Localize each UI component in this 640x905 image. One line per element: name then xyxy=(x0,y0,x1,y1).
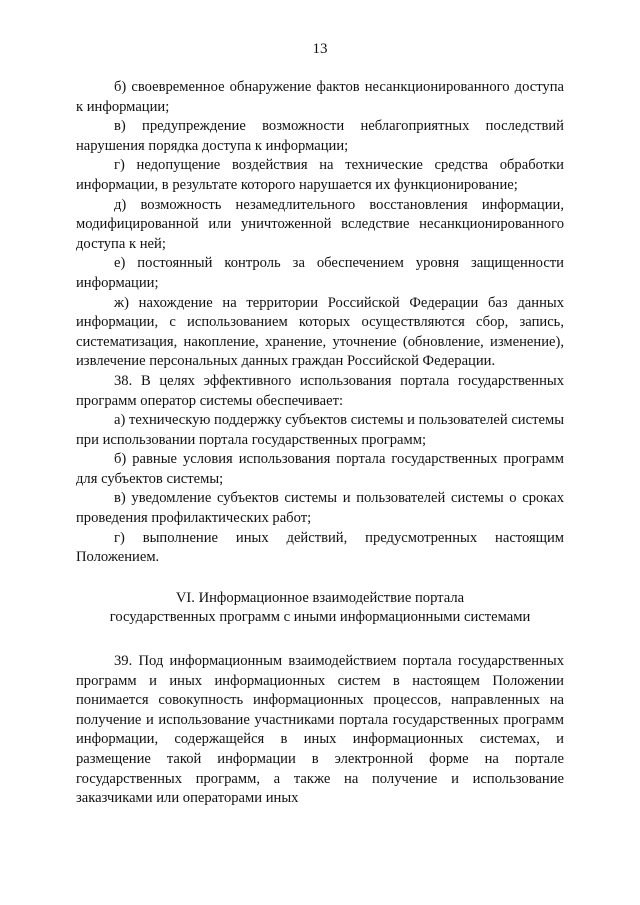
paragraph-37e: е) постоянный контроль за обеспечением уровня защищенности информации; xyxy=(76,255,564,291)
paragraph-37v: в) предупреждение возможности неблагоприятных последствий нарушения порядка доступа к информации; xyxy=(76,118,564,154)
paragraph-38v: в) уведомление субъектов системы и пользователей системы о сроках проведения профилактических работ; xyxy=(76,490,564,527)
paragraph-37b: б) своевременное обнаружение фактов несанкционированного доступа к информации; xyxy=(76,79,564,115)
paragraph-37zh: ж) нахождение на территории Российской Федерации баз данных информации, с использованием которых осуществляются сбор, запись, систематизация, накопление, хранение, уточнение (обновление, изменение), извлечение персональных данных граждан Российской Федерации. xyxy=(76,294,564,370)
paragraph-37d: д) возможность незамедлительного восстановления информации, модифицированной или уничтоженной вследствие несанкционированного доступа к ней; xyxy=(76,196,564,252)
paragraph-39: 39. Под информационным взаимодействием портала государственных программ и иных информационных систем в настоящем Положении понимается совокупность информационных процессов, направленных на получение и использование участниками портала государственных программ информации, содержащейся в иных информационных системах, и размещение такой информации в электронной форме на портале государственных программ, а также на получение и использование заказчиками или операторами иных xyxy=(76,653,564,807)
paragraph-38: 38. В целях эффективного использования портала государственных программ оператор системы обеспечивает: xyxy=(76,372,564,409)
document-body xyxy=(76,78,564,809)
paragraph-37g: г) недопущение воздействия на технические средства обработки информации, в результате которого нарушается их функционирование; xyxy=(76,157,564,193)
page-number: 13 xyxy=(312,41,328,57)
section-heading-line-2: государственных программ с иными информационными системами xyxy=(109,609,531,626)
paragraph-38g: г) выполнение иных действий, предусмотренных настоящим Положением. xyxy=(76,529,564,566)
paragraph-38a: а) техническую поддержку субъектов системы и пользователей системы при использовании портала государственных программ; xyxy=(76,412,564,448)
section-heading-line-1: VI. Информационное взаимодействие портала xyxy=(175,589,465,606)
section-heading xyxy=(76,589,564,628)
paragraph-38b: б) равные условия использования портала государственных программ для субъектов системы; xyxy=(76,451,564,487)
